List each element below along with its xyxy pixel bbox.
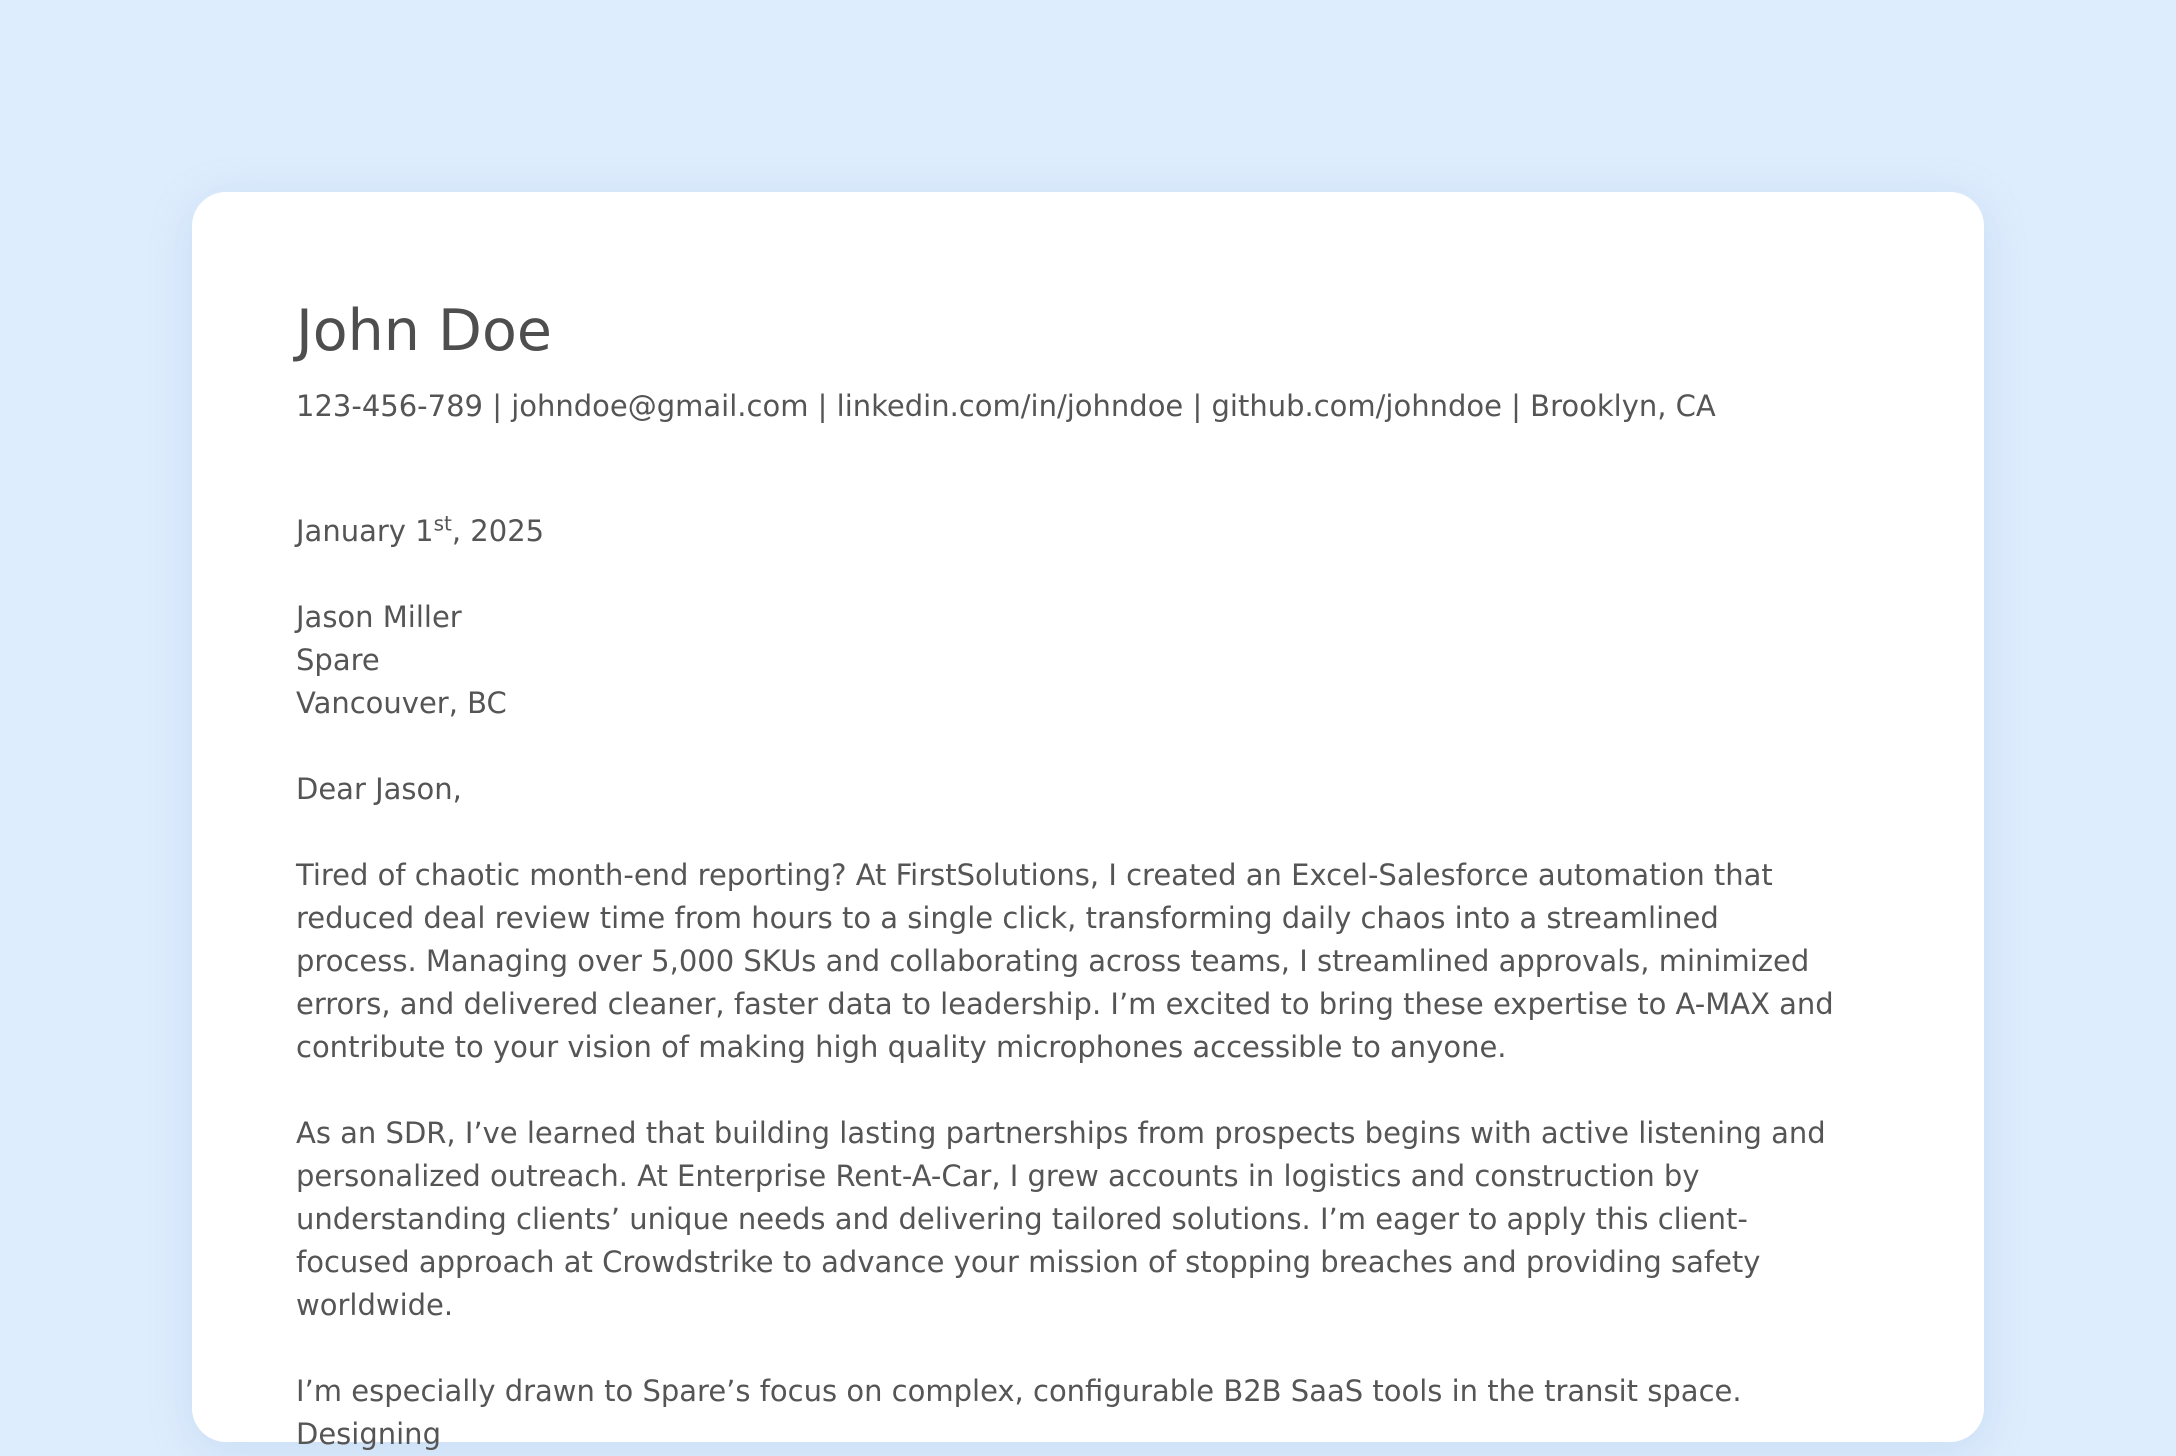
body-paragraph-2: As an SDR, I’ve learned that building lasting partnerships from prospects begins with active listening and personalized outreach. At Enterprise Rent-A-Car, I grew accounts in logistics and construction by understanding clients’ unique needs and delivering tailored solutions. I’m eager to apply this client-focused approach at Crowdstrike to advance your mission of stopping breaches and providing safety worldwide.	[296, 1116, 1826, 1322]
recipient-block	[296, 596, 1880, 725]
letter-date	[296, 510, 1880, 553]
applicant-name: John Doe	[296, 298, 552, 364]
recipient-location: Vancouver, BC	[296, 686, 507, 720]
contact-line: 123-456-789 | johndoe@gmail.com | linkedin.com/in/johndoe | github.com/johndoe | Brooklyn, CA	[296, 389, 1716, 423]
salutation: Dear Jason,	[296, 772, 462, 806]
date-ordinal-suffix: st	[433, 511, 452, 536]
date-year: , 2025	[451, 514, 545, 548]
body-paragraph-3: I’m especially drawn to Spare’s focus on complex, configurable B2B SaaS tools in the transit space. Designing	[296, 1374, 1742, 1451]
cover-letter-card	[192, 192, 1984, 1451]
body-paragraph-1: Tired of chaotic month-end reporting? At FirstSolutions, I created an Excel-Salesforce automation that reduced deal review time from hours to a single click, transforming daily chaos into a streamlined process. Managing over 5,000 SKUs and collaborating across teams, I streamlined approvals, minimized errors, and delivered cleaner, faster data to leadership. I’m excited to bring these expertise to A-MAX and contribute to your vision of making high quality microphones accessible to anyone.	[296, 858, 1834, 1064]
recipient-name: Jason Miller	[296, 600, 462, 634]
recipient-company: Spare	[296, 643, 380, 677]
date-month-day: January 1	[296, 514, 434, 548]
